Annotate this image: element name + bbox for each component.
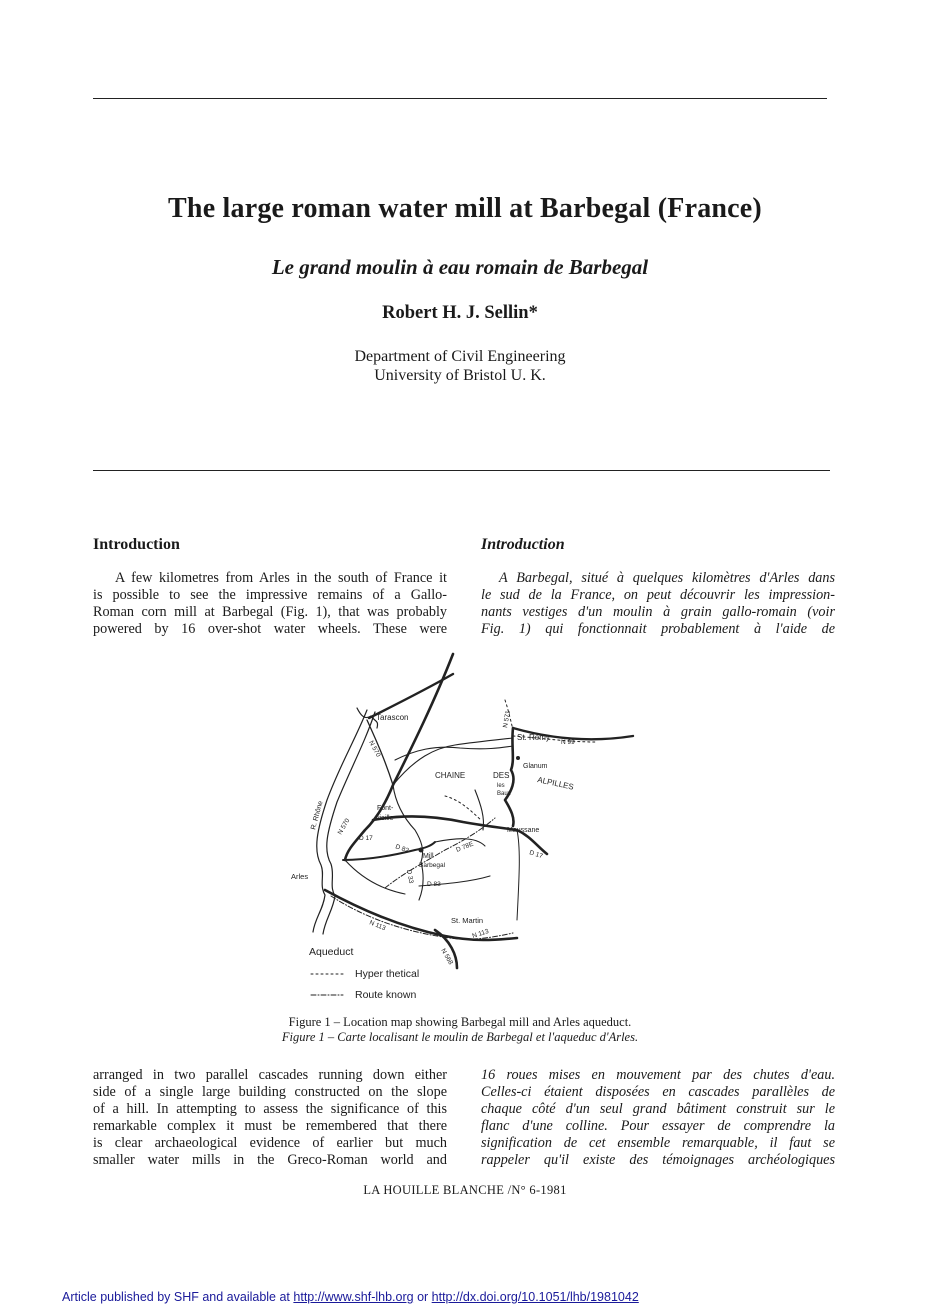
text-line: is possible to see the impressive remains of a Gallo- [93, 587, 447, 604]
top-rule [93, 98, 827, 99]
place-fontvieille-2: vieille [376, 815, 394, 822]
text-line: smaller water mills in the Greco-Roman world and [93, 1152, 447, 1169]
location-map [285, 650, 645, 1010]
paper-title: The large roman water mill at Barbegal (France) [168, 193, 762, 224]
place-des: DES [493, 771, 510, 780]
place-st-martin: St. Martin [451, 916, 484, 925]
road-maussane-south [517, 830, 519, 920]
river-rhone: R. Rhône [310, 800, 325, 831]
road-n570-thick [345, 654, 453, 860]
text-line: of a hill. In attempting to assess the significance of this [93, 1101, 447, 1118]
place-les: les [497, 783, 505, 789]
place-fontvieille-1: Font- [377, 805, 394, 812]
place-mill: Mill [423, 853, 434, 860]
intro-fr-paragraph-continued [481, 1067, 835, 1170]
road-label: D 17 [359, 835, 373, 842]
mill-marker [419, 848, 424, 853]
place-st-remy: St. Remy [517, 733, 550, 742]
figure-caption-fr: Figure 1 – Carte localisant le moulin de Barbegal et l'aqueduc d'Arles. [281, 1029, 639, 1044]
header-bottom-rule [93, 470, 830, 471]
road-label: N 113 [368, 919, 387, 933]
place-glanum: Glanum [523, 763, 548, 770]
text-line: arranged in two parallel cascades running down either [93, 1067, 447, 1083]
glanum-marker [516, 756, 520, 760]
text-line: powered by 16 over-shot water wheels. These were [93, 621, 447, 638]
legend-known-label: Route known [355, 989, 417, 1001]
text-line: 16 roues mises en mouvement par des chutes d'eau. [481, 1067, 835, 1083]
footer-text-mid: or [413, 1290, 432, 1304]
place-tarascon: Tarascon [376, 713, 409, 722]
affiliation-line: University of Bristol U. K. [374, 367, 546, 384]
road-tarascon-north [369, 674, 453, 718]
place-baux: Baux [497, 791, 511, 797]
road-label: D 82 [394, 843, 410, 855]
road-label: D 17 [528, 849, 544, 861]
road-label: N 570 [336, 817, 352, 836]
footer-link-shf[interactable]: http://www.shf-lhb.org [293, 1290, 414, 1304]
footer-text: Article published by SHF and available at [62, 1290, 294, 1304]
author-name: Robert H. J. Sellin* [382, 303, 538, 323]
text-line: Celles-ci étaient disposées en cascades parallèles de [481, 1084, 835, 1101]
text-line: is clear archaeological evidence of earlier but much [93, 1135, 447, 1152]
place-barbegal: Barbegal [419, 862, 446, 869]
text-line: side of a single large building constructed on the slope [93, 1084, 447, 1101]
road-arles-mill [345, 860, 405, 894]
road-label: N 568 [439, 947, 455, 967]
figure-caption [0, 1015, 920, 1044]
text-line: signification de cet ensemble remarquable, il faut se [481, 1135, 835, 1152]
place-maussane: Maussane [507, 827, 540, 834]
place-alpilles: ALPILLES [536, 775, 575, 792]
affiliation-line: Department of Civil Engineering [354, 348, 566, 365]
text-line: A Barbegal, situé à quelques kilomètres d'Arles dans [499, 570, 835, 586]
road-label: D 83 [427, 881, 441, 888]
intro-en-paragraph-continued [93, 1067, 447, 1170]
text-line: chaque côté d'un seul grand bâtiment construit sur le [481, 1101, 835, 1118]
road-label: N 99 [561, 739, 575, 746]
place-arles: Arles [291, 872, 309, 881]
publication-footer [62, 1290, 639, 1304]
road-label: D 78E [455, 840, 475, 854]
road-label: N 570 [367, 739, 382, 759]
text-line: le sud de la France, on peut découvrir les impression- [481, 587, 835, 604]
text-line: Roman corn mill at Barbegal (Fig. 1), that was probably [93, 604, 447, 621]
text-line: flanc d'une colline. Pour essayer de comprendre la [481, 1118, 835, 1135]
paper-subtitle: Le grand moulin à eau romain de Barbegal [271, 255, 649, 279]
road-label: N 113 [471, 928, 490, 940]
section-heading-en: Introduction [93, 536, 180, 553]
intro-en-paragraph-1 [93, 570, 447, 638]
road-label: N 571 [502, 710, 512, 729]
legend-title: Aqueduct [309, 946, 354, 958]
legend-hypothetical-label: Hyper thetical [355, 968, 420, 980]
text-line: Fig. 1) qui fonctionnait probablement à l'aide de [481, 621, 835, 638]
section-heading-fr: Introduction [481, 536, 565, 553]
text-line: nants vestiges d'un moulin à grain gallo-romain (voir [481, 604, 835, 621]
intro-fr-paragraph-1 [481, 570, 835, 638]
road-label: D 33 [405, 869, 415, 884]
figure-caption-en: Figure 1 – Location map showing Barbegal mill and Arles aqueduct. [288, 1015, 632, 1029]
text-line: remarkable complex it must be remembered that there [93, 1118, 447, 1135]
place-chaine: CHAINE [435, 771, 466, 780]
text-line: rappeler qu'il existe des témoignages archéologiques [481, 1152, 835, 1169]
text-line: A few kilometres from Arles in the south of France it [115, 570, 447, 586]
road-thin-north-2 [395, 746, 513, 760]
journal-issue: LA HOUILLE BLANCHE /N° 6-1981 [363, 1183, 567, 1197]
footer-link-doi[interactable]: http://dx.doi.org/10.1051/lhb/1981042 [431, 1290, 639, 1304]
affiliation [0, 347, 920, 385]
aqueduct-hypothetical-baux [445, 796, 481, 820]
